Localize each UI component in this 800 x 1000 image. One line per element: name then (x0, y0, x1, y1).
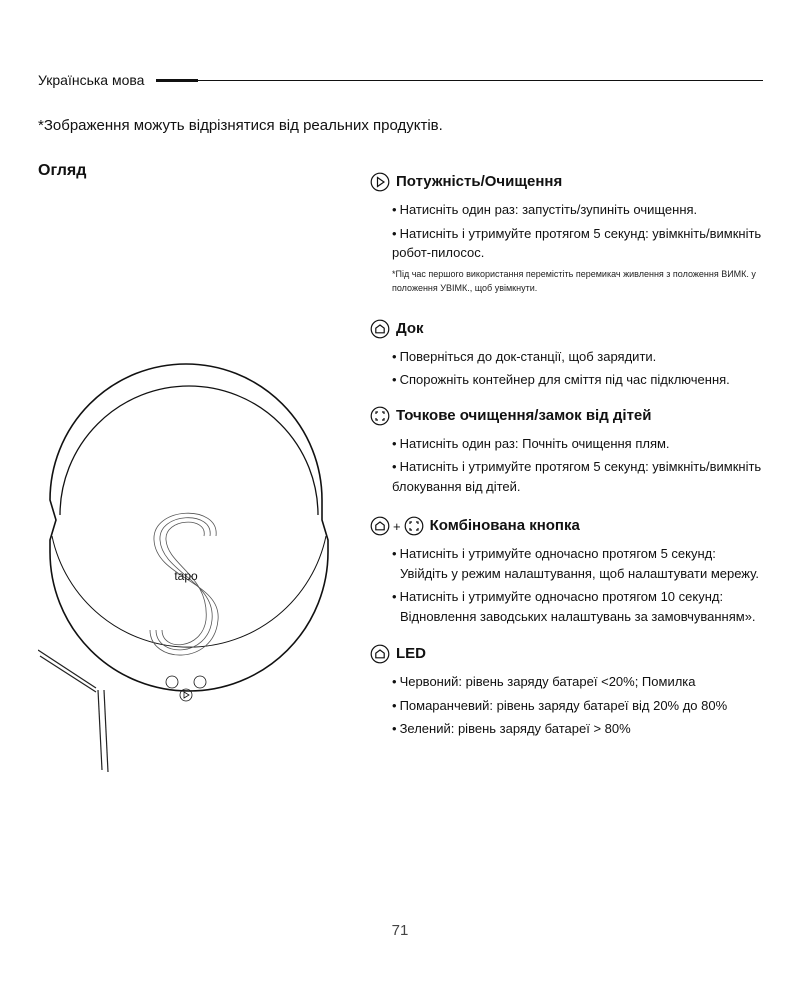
robot-top-cover (60, 386, 318, 515)
header-rule (198, 80, 763, 81)
page-number: 71 (391, 922, 409, 939)
language-label: Українська мова (38, 72, 145, 88)
list-item: • Зелений: рівень заряду батареї > 80% (392, 721, 631, 736)
home-circle-icon (370, 319, 390, 339)
list-item: • Натисніть один раз: запустіть/зупиніть очищення. (392, 202, 698, 217)
side-brush (38, 650, 108, 772)
tapo-logo: tapo (174, 569, 198, 583)
robot-outer-body (50, 364, 328, 691)
play-circle-icon (370, 172, 390, 192)
list-item: • Натисніть і утримуйте одночасно протягом 5 секунд: Увійдіть у режим налаштування, щоб налаштувати мережу. (392, 546, 759, 581)
dock-title: Док (396, 319, 424, 337)
list-item: • Помаранчевий: рівень заряду батареї від 20% до 80% (392, 697, 728, 713)
plus-sign: + (393, 518, 401, 534)
combo-bullets (392, 544, 770, 626)
led-bullets (392, 672, 770, 739)
section-combo (370, 514, 770, 626)
spot-frame-circle-icon (404, 516, 424, 536)
power-title: Потужність/Очищення (396, 173, 563, 190)
power-bullets (392, 200, 770, 263)
header-thick-rule (156, 79, 198, 82)
language-header (38, 70, 763, 90)
combo-title: Комбінована кнопка (429, 517, 580, 534)
disclaimer: *Зображення можуть відрізнятися від реальних продуктів. (38, 117, 443, 134)
dock-bullets (392, 347, 770, 390)
controls-description (370, 170, 770, 743)
led-title: LED (396, 645, 426, 662)
spot-title: Точкове очищення/замок від дітей (396, 406, 652, 424)
section-power (370, 170, 770, 295)
spot-bullets (392, 434, 770, 497)
section-spot (370, 404, 770, 497)
list-item: • Червоний: рівень заряду батареї <20%; Помилка (392, 674, 696, 689)
section-dock (370, 317, 770, 390)
section-led (370, 642, 770, 739)
home-circle-icon (370, 516, 390, 536)
overview-title: Огляд (38, 162, 87, 179)
s-light-ring (150, 513, 218, 655)
spot-frame-circle-icon (370, 406, 390, 426)
list-item: • Натисніть і утримуйте протягом 5 секунд: увімкніть/вимкніть робот-пилосос. (392, 225, 762, 260)
list-item: • Натисніть один раз: Почніть очищення плям. (392, 435, 670, 451)
list-item: • Спорожніть контейнер для сміття під час підключення. (392, 372, 730, 387)
home-circle-icon (370, 644, 390, 664)
robot-bumper-line (52, 536, 326, 647)
robot-buttons (166, 676, 206, 701)
list-item: • Поверніться до док-станції, щоб зарядити. (392, 348, 657, 364)
robot-vacuum-illustration (38, 290, 338, 795)
list-item: • Натисніть і утримуйте одночасно протягом 10 секунд: Відновлення заводських налаштувань за замовчуванням». (392, 589, 756, 624)
list-item: • Натисніть і утримуйте протягом 5 секунд: увімкніть/вимкніть блокування від дітей. (392, 459, 762, 494)
power-note: *Під час першого використання перемістіть перемикач живлення з положення ВИМК. у положення УВІМК., щоб увімкнути. (392, 268, 756, 293)
